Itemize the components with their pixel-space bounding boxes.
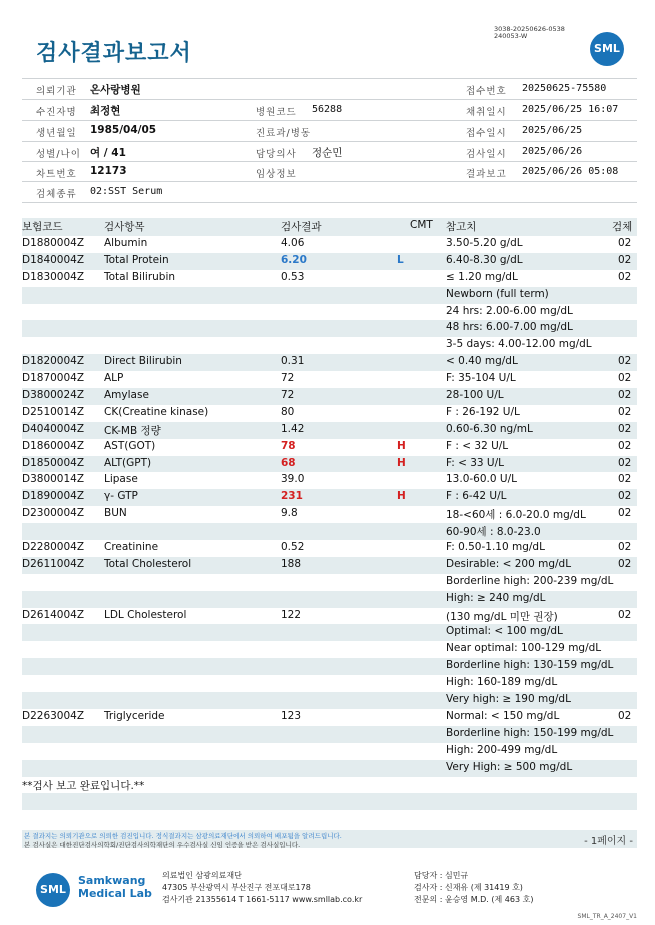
cell-item: Triglyceride (104, 709, 165, 722)
cell-ref: 6.40-8.30 g/dL (446, 253, 523, 266)
cell-code: D1830004Z (22, 270, 85, 283)
cell-specimen: 02 (618, 405, 632, 418)
cell-specimen: 02 (618, 237, 632, 249)
header-ref: 참고치 (446, 221, 477, 233)
cell-item: Total Bilirubin (104, 270, 176, 283)
receipt-no-label: 접수번호 (466, 86, 507, 97)
cell-code: D1890004Z (22, 490, 85, 503)
sex-age-label: 성별/나이 (36, 149, 81, 160)
table-row (22, 658, 637, 675)
cell-specimen: 02 (618, 490, 632, 503)
cell-code: D1880004Z (22, 237, 85, 249)
cell-item: Albumin (104, 237, 148, 249)
cell-specimen: 02 (618, 372, 632, 385)
form-code: SML_TR_A_2407_V1 (577, 913, 637, 920)
cell-result: 80 (281, 405, 295, 418)
cell-specimen: 02 (618, 270, 632, 283)
table-row (22, 270, 637, 287)
table-row (22, 304, 637, 321)
cell-result: 72 (281, 389, 295, 402)
table-row (22, 624, 637, 641)
divider (22, 120, 637, 121)
cell-item: Lipase (104, 473, 138, 486)
results-table (22, 218, 637, 810)
table-row (22, 557, 637, 574)
cell-code: D2510014Z (22, 405, 85, 418)
cell-code: D2280004Z (22, 541, 85, 554)
staff-tester: 검사자 : 신재유 (제 31419 호) (414, 883, 523, 892)
cell-ref: Borderline high: 150-199 mg/dL (446, 726, 614, 739)
cell-ref: F: < 33 U/L (446, 456, 505, 469)
cell-code: D2611004Z (22, 557, 85, 570)
table-row (22, 608, 637, 625)
test-date-value: 2025/06/26 (522, 146, 583, 157)
cell-flag: H (397, 456, 406, 469)
footer-brand (78, 874, 152, 900)
receipt-date-label: 접수일시 (466, 128, 507, 139)
cell-result: 78 (281, 439, 296, 452)
cell-item: Total Cholesterol (104, 557, 192, 570)
hospital-code-label: 병원코드 (256, 107, 297, 118)
doctor-value: 정순민 (312, 147, 343, 159)
cell-result: 39.0 (281, 473, 305, 486)
org-address: 47305 부산광역시 부산진구 전포대로178 (162, 883, 311, 892)
table-body (22, 236, 637, 810)
hospital-code-value: 56288 (312, 104, 343, 115)
cell-item: ALP (104, 372, 124, 385)
cell-ref: High: ≥ 240 mg/dL (446, 591, 546, 604)
table-row (22, 760, 637, 777)
table-row (22, 422, 637, 439)
cell-ref: Very High: ≥ 500 mg/dL (446, 760, 573, 773)
dept-label: 진료과/병동 (256, 128, 312, 139)
header-specimen: 검체 (612, 221, 633, 233)
cell-result: 68 (281, 456, 296, 469)
header-result: 검사결과 (281, 221, 322, 233)
cell-code: D1860004Z (22, 439, 85, 452)
sml-footer-logo-icon: SML (36, 873, 70, 907)
footer-notes (24, 832, 342, 850)
test-date-label: 검사일시 (466, 149, 507, 160)
cell-ref: High: 160-189 mg/dL (446, 676, 558, 689)
cell-item: ALT(GPT) (104, 456, 152, 469)
table-row (22, 743, 637, 760)
cell-item: BUN (104, 507, 127, 520)
table-row (22, 777, 637, 794)
cell-result: 0.52 (281, 541, 305, 554)
cell-ref: < 0.40 mg/dL (446, 355, 518, 368)
cell-code: D3800024Z (22, 389, 85, 402)
receipt-no-value: 20250625-75580 (522, 83, 607, 94)
cell-ref: 18-<60세 : 6.0-20.0 mg/dL (446, 509, 586, 522)
report-value: 2025/06/26 05:08 (522, 166, 619, 177)
table-row (22, 371, 637, 388)
staff-specialist: 전문의 : 윤승영 M.D. (제 463 호) (414, 895, 534, 904)
cell-result: 72 (281, 372, 295, 385)
cell-ref: 24 hrs: 2.00-6.00 mg/dL (446, 304, 573, 317)
cell-ref: Near optimal: 100-129 mg/dL (446, 642, 602, 655)
cell-ref: 3-5 days: 4.00-12.00 mg/dL (446, 338, 592, 351)
chart-value: 12173 (90, 165, 127, 177)
receipt-date-value: 2025/06/25 (522, 125, 583, 136)
table-row (22, 574, 637, 591)
cell-flag: H (397, 490, 406, 503)
cell-item: CK-MB 정량 (104, 424, 161, 437)
footer-note-2: 본 검사실은 대한진단검사의학회/진단검사의학재단의 우수검사실 신임 인증을 받은 검사실입니다. (24, 841, 301, 849)
cell-item: Creatinine (104, 541, 159, 554)
chart-label: 차트번호 (36, 169, 77, 180)
cell-ref: Borderline high: 130-159 mg/dL (446, 659, 614, 672)
cell-ref: 60-90세 : 8.0-23.0 (446, 526, 541, 539)
footer-note-1: 본 결과지는 의뢰기관으로 의뢰한 검진입니다. 정식결과지는 삼광의료재단에서 의뢰하여 배포됨을 알려드립니다. (24, 832, 342, 840)
institution-value: 온사랑병원 (90, 84, 141, 96)
cell-result: 0.31 (281, 355, 305, 368)
dob-label: 생년월일 (36, 128, 77, 139)
cell-specimen: 02 (618, 355, 632, 368)
cell-specimen: 02 (618, 541, 632, 554)
cell-code: D2614004Z (22, 608, 85, 621)
cell-result: 1.42 (281, 422, 305, 435)
cell-ref: Desirable: < 200 mg/dL (446, 557, 572, 570)
table-row (22, 253, 637, 270)
collect-value: 2025/06/25 16:07 (522, 104, 619, 115)
cell-ref: Optimal: < 100 mg/dL (446, 625, 563, 638)
table-row (22, 709, 637, 726)
cell-ref: F : 6-42 U/L (446, 490, 507, 503)
cell-item: Direct Bilirubin (104, 355, 182, 368)
cell-ref: F: 35-104 U/L (446, 372, 516, 385)
cell-result: 123 (281, 709, 302, 722)
cell-ref: High: 200-499 mg/dL (446, 743, 558, 756)
footer-staff (414, 870, 533, 906)
cell-result: 188 (281, 557, 302, 570)
cell-specimen: 02 (618, 422, 632, 435)
table-row (22, 793, 637, 810)
staff-manager: 담당자 : 심민규 (414, 871, 469, 880)
cell-code: D1850004Z (22, 456, 85, 469)
table-row (22, 675, 637, 692)
cell-flag: L (397, 253, 404, 266)
cell-ref: F : 26-192 U/L (446, 405, 520, 418)
org-name: 의료법인 삼광의료재단 (162, 871, 242, 880)
cell-ref: Normal: < 150 mg/dL (446, 709, 560, 722)
cell-flag: H (397, 439, 406, 452)
document-number (494, 26, 584, 40)
cell-code: D1820004Z (22, 355, 85, 368)
specimen-value: 02:SST Serum (90, 186, 163, 197)
table-row (22, 641, 637, 658)
table-row (22, 506, 637, 523)
cell-result: 231 (281, 490, 303, 503)
table-row (22, 591, 637, 608)
cell-code: D4040004Z (22, 422, 85, 435)
page-title: 검사결과보고서 (36, 41, 192, 66)
header-item: 검사항목 (104, 221, 145, 233)
cell-item: Amylase (104, 389, 149, 402)
table-row (22, 726, 637, 743)
cell-item: Total Protein (104, 253, 169, 266)
cell-ref: Newborn (full term) (446, 287, 549, 300)
brand-line-1: Samkwang (78, 874, 146, 887)
table-row (22, 472, 637, 489)
page-number: - 1페이지 - (584, 836, 633, 847)
divider (22, 202, 637, 203)
cell-result: 122 (281, 608, 302, 621)
cell-specimen: 02 (618, 253, 632, 266)
clinical-label: 임상정보 (256, 169, 297, 180)
institution-label: 의뢰기관 (36, 86, 77, 97)
brand-line-2: Medical Lab (78, 887, 152, 900)
cell-specimen: 02 (618, 439, 632, 452)
sex-age-value: 여 / 41 (90, 147, 126, 159)
cell-code: D2300004Z (22, 507, 85, 520)
table-row (22, 540, 637, 557)
cell-specimen: 02 (618, 456, 632, 469)
document-number-line-2: 240053-W (494, 32, 528, 40)
cell-ref: F : < 32 U/L (446, 439, 509, 452)
table-row (22, 456, 637, 473)
cell-specimen: 02 (618, 608, 632, 621)
cell-code: **검사 보고 완료입니다.** (22, 779, 145, 792)
cell-item: CK(Creatine kinase) (104, 405, 209, 418)
org-contact: 검사기관 21355614 T 1661-5117 www.smllab.co.kr (162, 895, 363, 904)
cell-specimen: 02 (618, 507, 632, 520)
cell-item: γ- GTP (104, 490, 138, 503)
cell-result: 6.20 (281, 253, 307, 266)
name-label: 수진자명 (36, 107, 77, 118)
cell-specimen: 02 (618, 557, 632, 570)
table-row (22, 287, 637, 304)
cell-ref: 0.60-6.30 ng/mL (446, 422, 533, 435)
cell-ref: F: 0.50-1.10 mg/dL (446, 541, 545, 554)
cell-ref: 48 hrs: 6.00-7.00 mg/dL (446, 321, 573, 334)
divider (22, 181, 637, 182)
cell-specimen: 02 (618, 473, 632, 486)
cell-result: 9.8 (281, 507, 298, 520)
cell-ref: 28-100 U/L (446, 389, 504, 402)
table-row (22, 388, 637, 405)
cell-ref: 13.0-60.0 U/L (446, 473, 517, 486)
table-row (22, 692, 637, 709)
cell-result: 0.53 (281, 270, 305, 283)
footer-org-info (162, 870, 362, 906)
table-row (22, 354, 637, 371)
name-value: 최정현 (90, 105, 121, 117)
table-row (22, 439, 637, 456)
cell-ref: 3.50-5.20 g/dL (446, 237, 523, 249)
table-row (22, 236, 637, 253)
document-number-line-1: 3038-20250626-0538 (494, 25, 565, 33)
cell-item: LDL Cholesterol (104, 608, 187, 621)
cell-result: 4.06 (281, 237, 305, 249)
cell-ref: (130 mg/dL 미만 권장) (446, 610, 558, 623)
cell-code: D1840004Z (22, 253, 85, 266)
cell-item: AST(GOT) (104, 439, 156, 452)
collect-label: 채취일시 (466, 107, 507, 118)
divider (22, 99, 637, 100)
doctor-label: 담당의사 (256, 149, 297, 160)
header-code: 보험코드 (22, 221, 63, 233)
table-row (22, 337, 637, 354)
cell-specimen: 02 (618, 389, 632, 402)
divider (22, 141, 637, 142)
divider (22, 161, 637, 162)
table-row (22, 523, 637, 540)
table-header (22, 218, 637, 236)
cell-code: D3800014Z (22, 473, 85, 486)
dob-value: 1985/04/05 (90, 124, 157, 136)
table-row (22, 320, 637, 337)
cell-ref: Very high: ≥ 190 mg/dL (446, 693, 571, 706)
header-cmt: CMT (410, 219, 433, 231)
cell-ref: ≤ 1.20 mg/dL (446, 270, 518, 283)
divider (22, 78, 637, 79)
cell-code: D2263004Z (22, 709, 85, 722)
sml-logo-icon: SML (590, 32, 624, 66)
report-label: 결과보고 (466, 169, 507, 180)
cell-code: D1870004Z (22, 372, 85, 385)
table-row (22, 405, 637, 422)
cell-specimen: 02 (618, 709, 632, 722)
table-row (22, 489, 637, 506)
cell-ref: Borderline high: 200-239 mg/dL (446, 574, 614, 587)
specimen-label: 검체종류 (36, 189, 77, 200)
